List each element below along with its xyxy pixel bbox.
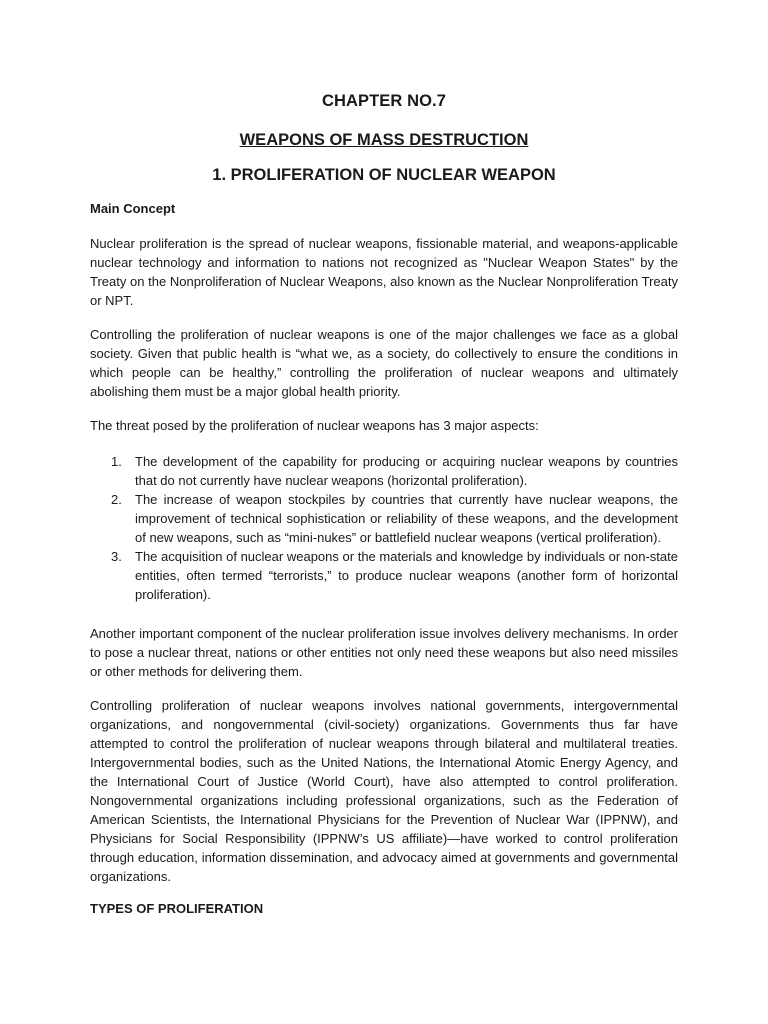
- paragraph-delivery: Another important component of the nuclear proliferation issue involves delivery mechanisms. In order to pose a nuclear threat, nations or other entities not only need these weapons but also need missiles or other methods for delivering them.: [90, 626, 678, 679]
- paragraph-definition: Nuclear proliferation is the spread of nuclear weapons, fissionable material, and weapons-applicable nuclear technology and information to nations not recognized as "Nuclear Weapon States" by the Treaty on the Nonproliferation of Nuclear Weapons, also known as the Nuclear Nonproliferation Treaty or NPT.: [90, 236, 678, 308]
- list-item: [90, 547, 678, 604]
- threat-aspects-list: [90, 452, 678, 604]
- chapter-title: CHAPTER NO.7: [321, 92, 447, 110]
- subsection-title: 1. PROLIFERATION OF NUCLEAR WEAPON: [212, 166, 556, 184]
- types-heading: TYPES OF PROLIFERATION: [90, 901, 264, 916]
- list-item-text: The acquisition of nuclear weapons or the materials and knowledge by individuals or non-state entities, often termed “terrorists,” to produce nuclear weapons (another form of horizontal proliferation).: [135, 549, 678, 602]
- list-item-text: The increase of weapon stockpiles by countries that currently have nuclear weapons, the improvement of technical sophistication or reliability of these weapons, and the development of new weapons, such as “mini-nukes” or battlefield nuclear weapons (vertical proliferation).: [135, 492, 678, 545]
- paragraph-threat-intro: The threat posed by the proliferation of nuclear weapons has 3 major aspects:: [90, 418, 539, 433]
- section-title: WEAPONS OF MASS DESTRUCTION: [239, 131, 529, 149]
- list-item-number: 3.: [111, 549, 122, 564]
- paragraph-public-health: Controlling the proliferation of nuclear weapons is one of the major challenges we face as a global society. Given that public health is “what we, as a society, do collectively to ensure the conditions in which people can be healthy,” controlling the proliferation of nuclear weapons and ultimately abolishing them must be a major global health priority.: [90, 327, 678, 399]
- list-item: [90, 490, 678, 547]
- list-item-number: 2.: [111, 492, 122, 507]
- list-item-text: The development of the capability for producing or acquiring nuclear weapons by countries that do not currently have nuclear weapons (horizontal proliferation).: [135, 454, 678, 488]
- list-item-number: 1.: [111, 454, 122, 469]
- main-concept-heading: Main Concept: [90, 201, 176, 216]
- list-item: [90, 452, 678, 490]
- paragraph-control: Controlling proliferation of nuclear weapons involves national governments, intergovernmental organizations, and nongovernmental (civil-society) organizations. Governments thus far have attempted to control the proliferation of nuclear weapons through bilateral and multilateral treaties. Intergovernmental bodies, such as the United Nations, the International Atomic Energy Agency, and the International Court of Justice (World Court), have also attempted to control proliferation. Nongovernmental organizations including professional organizations, such as the Federation of American Scientists, the International Physicians for the Prevention of Nuclear War (IPPNW), and Physicians for Social Responsibility (IPPNW’s US affiliate)—have worked to control proliferation through education, information dissemination, and advocacy aimed at governments and governmental organizations.: [90, 698, 678, 884]
